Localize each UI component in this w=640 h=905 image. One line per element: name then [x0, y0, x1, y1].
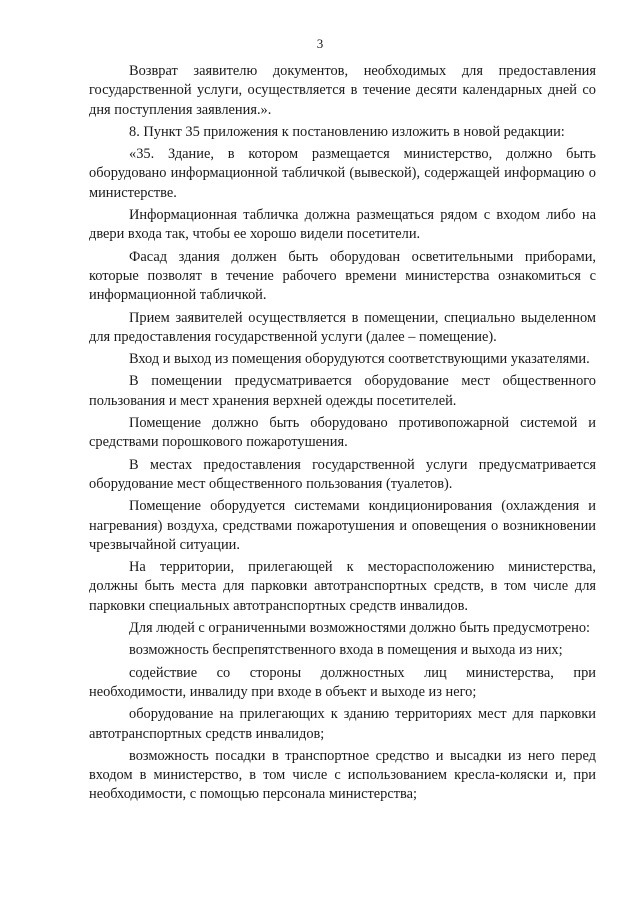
paragraph-fire-system: Помещение должно быть оборудовано противопожарной системой и средствами порошкового пожаротушения. — [89, 415, 596, 451]
paragraph-public-places: В помещении предусматривается оборудование мест общественного пользования и мест хранения верхней одежды посетителей. — [89, 373, 596, 409]
document-body — [89, 62, 596, 808]
paragraph-toilets: В местах предоставления государственной услуги предусматривается оборудование мест общественного пользования (туалетов). — [89, 456, 596, 492]
paragraph-item-8: 8. Пункт 35 приложения к постановлению изложить в новой редакции: — [129, 123, 565, 140]
paragraph-disabled-parking: оборудование на прилегающих к зданию территориях мест для парковки автотранспортных средств инвалидов; — [89, 706, 596, 742]
paragraph-return-documents: Возврат заявителю документов, необходимых для предоставления государственной услуги, осуществляется в течение десяти календарных дней со дня поступления заявления.». — [89, 63, 596, 118]
paragraph-disabled-intro: Для людей с ограниченными возможностями должно быть предусмотрено: — [129, 620, 591, 637]
paragraph-air-conditioning: Помещение оборудуется системами кондиционирования (охлаждения и нагревания) воздуха, средствами пожаротушения и оповещения о возникновении чрезвычайной ситуации. — [89, 498, 596, 553]
paragraph-reception: Прием заявителей осуществляется в помещении, специально выделенном для предоставления государственной услуги (далее – помещение). — [89, 309, 596, 345]
paragraph-entrance-exit: Вход и выход из помещения оборудуются соответствующими указателями. — [129, 351, 590, 368]
paragraph-parking: На территории, прилегающей к месторасположению министерства, должны быть места для парковки автотранспортных средств, в том числе для парковки специальных автотранспортных средств инвалидов. — [89, 559, 596, 614]
paragraph-facade: Фасад здания должен быть оборудован осветительными приборами, которые позволят в течение рабочего времени министерства ознакомиться с информационной табличкой. — [89, 248, 596, 304]
paragraph-staff-assistance: содействие со стороны должностных лиц министерства, при необходимости, инвалиду при входе в объект и выходе из него; — [89, 664, 596, 700]
paragraph-free-access: возможность беспрепятственного входа в помещения и выхода из них; — [129, 642, 563, 659]
paragraph-info-plate: Информационная табличка должна размещаться рядом с входом либо на двери входа так, чтобы ее хорошо видели посетители. — [89, 207, 596, 243]
paragraph-boarding: возможность посадки в транспортное средство и высадки из него перед входом в министерство, в том числе с использованием кресла-коляски и, при необходимости, с помощью персонала министерства; — [89, 747, 596, 803]
page-number: 3 — [316, 36, 324, 51]
paragraph-clause-35: «35. Здание, в котором размещается министерство, должно быть оборудовано информационной табличкой (вывеской), содержащей информацию о министерстве. — [89, 146, 596, 201]
